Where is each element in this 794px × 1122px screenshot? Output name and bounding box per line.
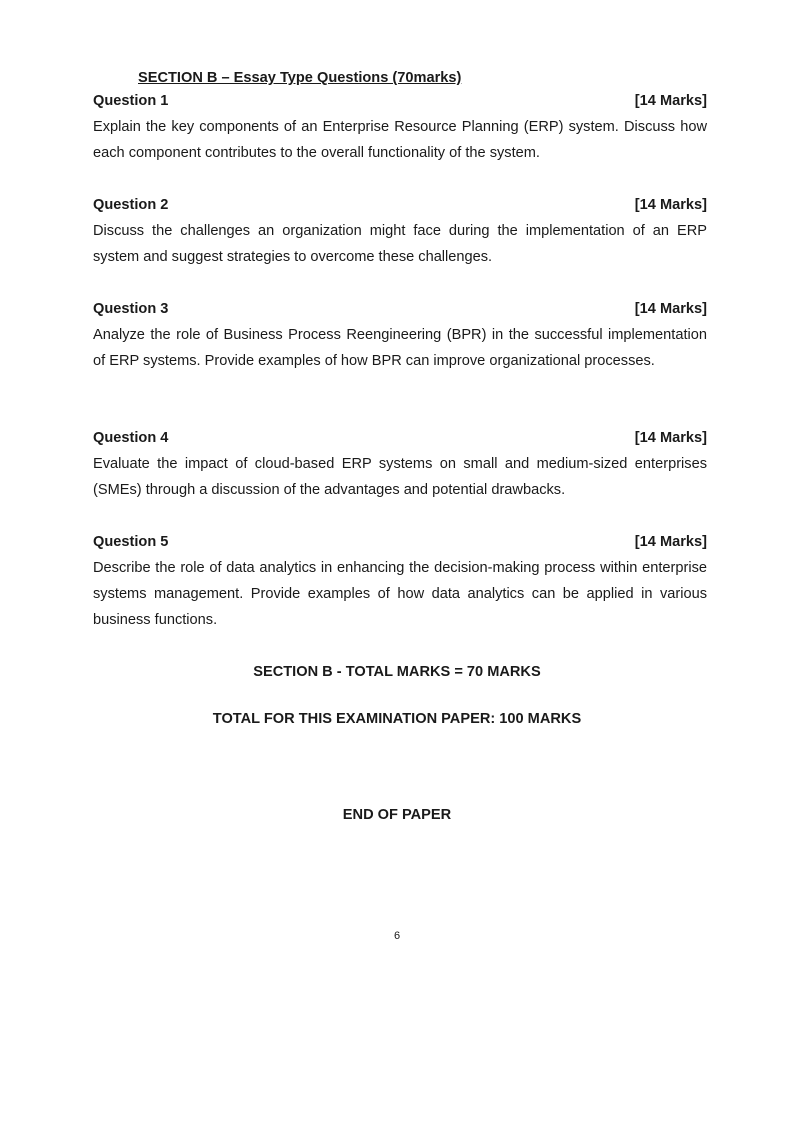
question-label: Question 5 [93, 534, 169, 550]
section-total: SECTION B - TOTAL MARKS = 70 MARKS [253, 664, 541, 680]
paper-total: TOTAL FOR THIS EXAMINATION PAPER: 100 MARKS [212, 711, 582, 727]
question-marks: [14 Marks] [634, 301, 707, 317]
question-5 [93, 529, 707, 633]
question-text: Analyze the role of Business Process Reengineering (BPR) in the successful implementation of ERP systems. Provide examples of how BPR can improve organizational processes. [93, 327, 707, 369]
question-text: Describe the role of data analytics in enhancing the decision-making process within enterprise systems management. Provide examples of how data analytics can be applied in various business functions. [93, 560, 707, 628]
question-marks: [14 Marks] [634, 93, 707, 109]
question-label: Question 3 [93, 301, 169, 317]
question-marks: [14 Marks] [634, 430, 707, 446]
question-4 [93, 425, 707, 503]
question-marks: [14 Marks] [634, 534, 707, 550]
question-text: Discuss the challenges an organization might face during the implementation of an ERP system and suggest strategies to overcome these challenges. [93, 223, 707, 265]
question-1 [93, 88, 707, 166]
question-label: Question 4 [93, 430, 169, 446]
page-number: 6 [393, 930, 401, 942]
question-2 [93, 192, 707, 270]
question-3 [93, 296, 707, 374]
question-label: Question 1 [93, 93, 169, 109]
section-title: SECTION B – Essay Type Questions (70marks) [138, 70, 462, 86]
question-marks: [14 Marks] [634, 197, 707, 213]
question-label: Question 2 [93, 197, 169, 213]
end-of-paper: END OF PAPER [342, 807, 452, 823]
question-text: Evaluate the impact of cloud-based ERP systems on small and medium-sized enterprises (SMEs) through a discussion of the advantages and potential drawbacks. [93, 456, 707, 498]
question-text: Explain the key components of an Enterprise Resource Planning (ERP) system. Discuss how each component contributes to the overall functionality of the system. [93, 119, 707, 161]
